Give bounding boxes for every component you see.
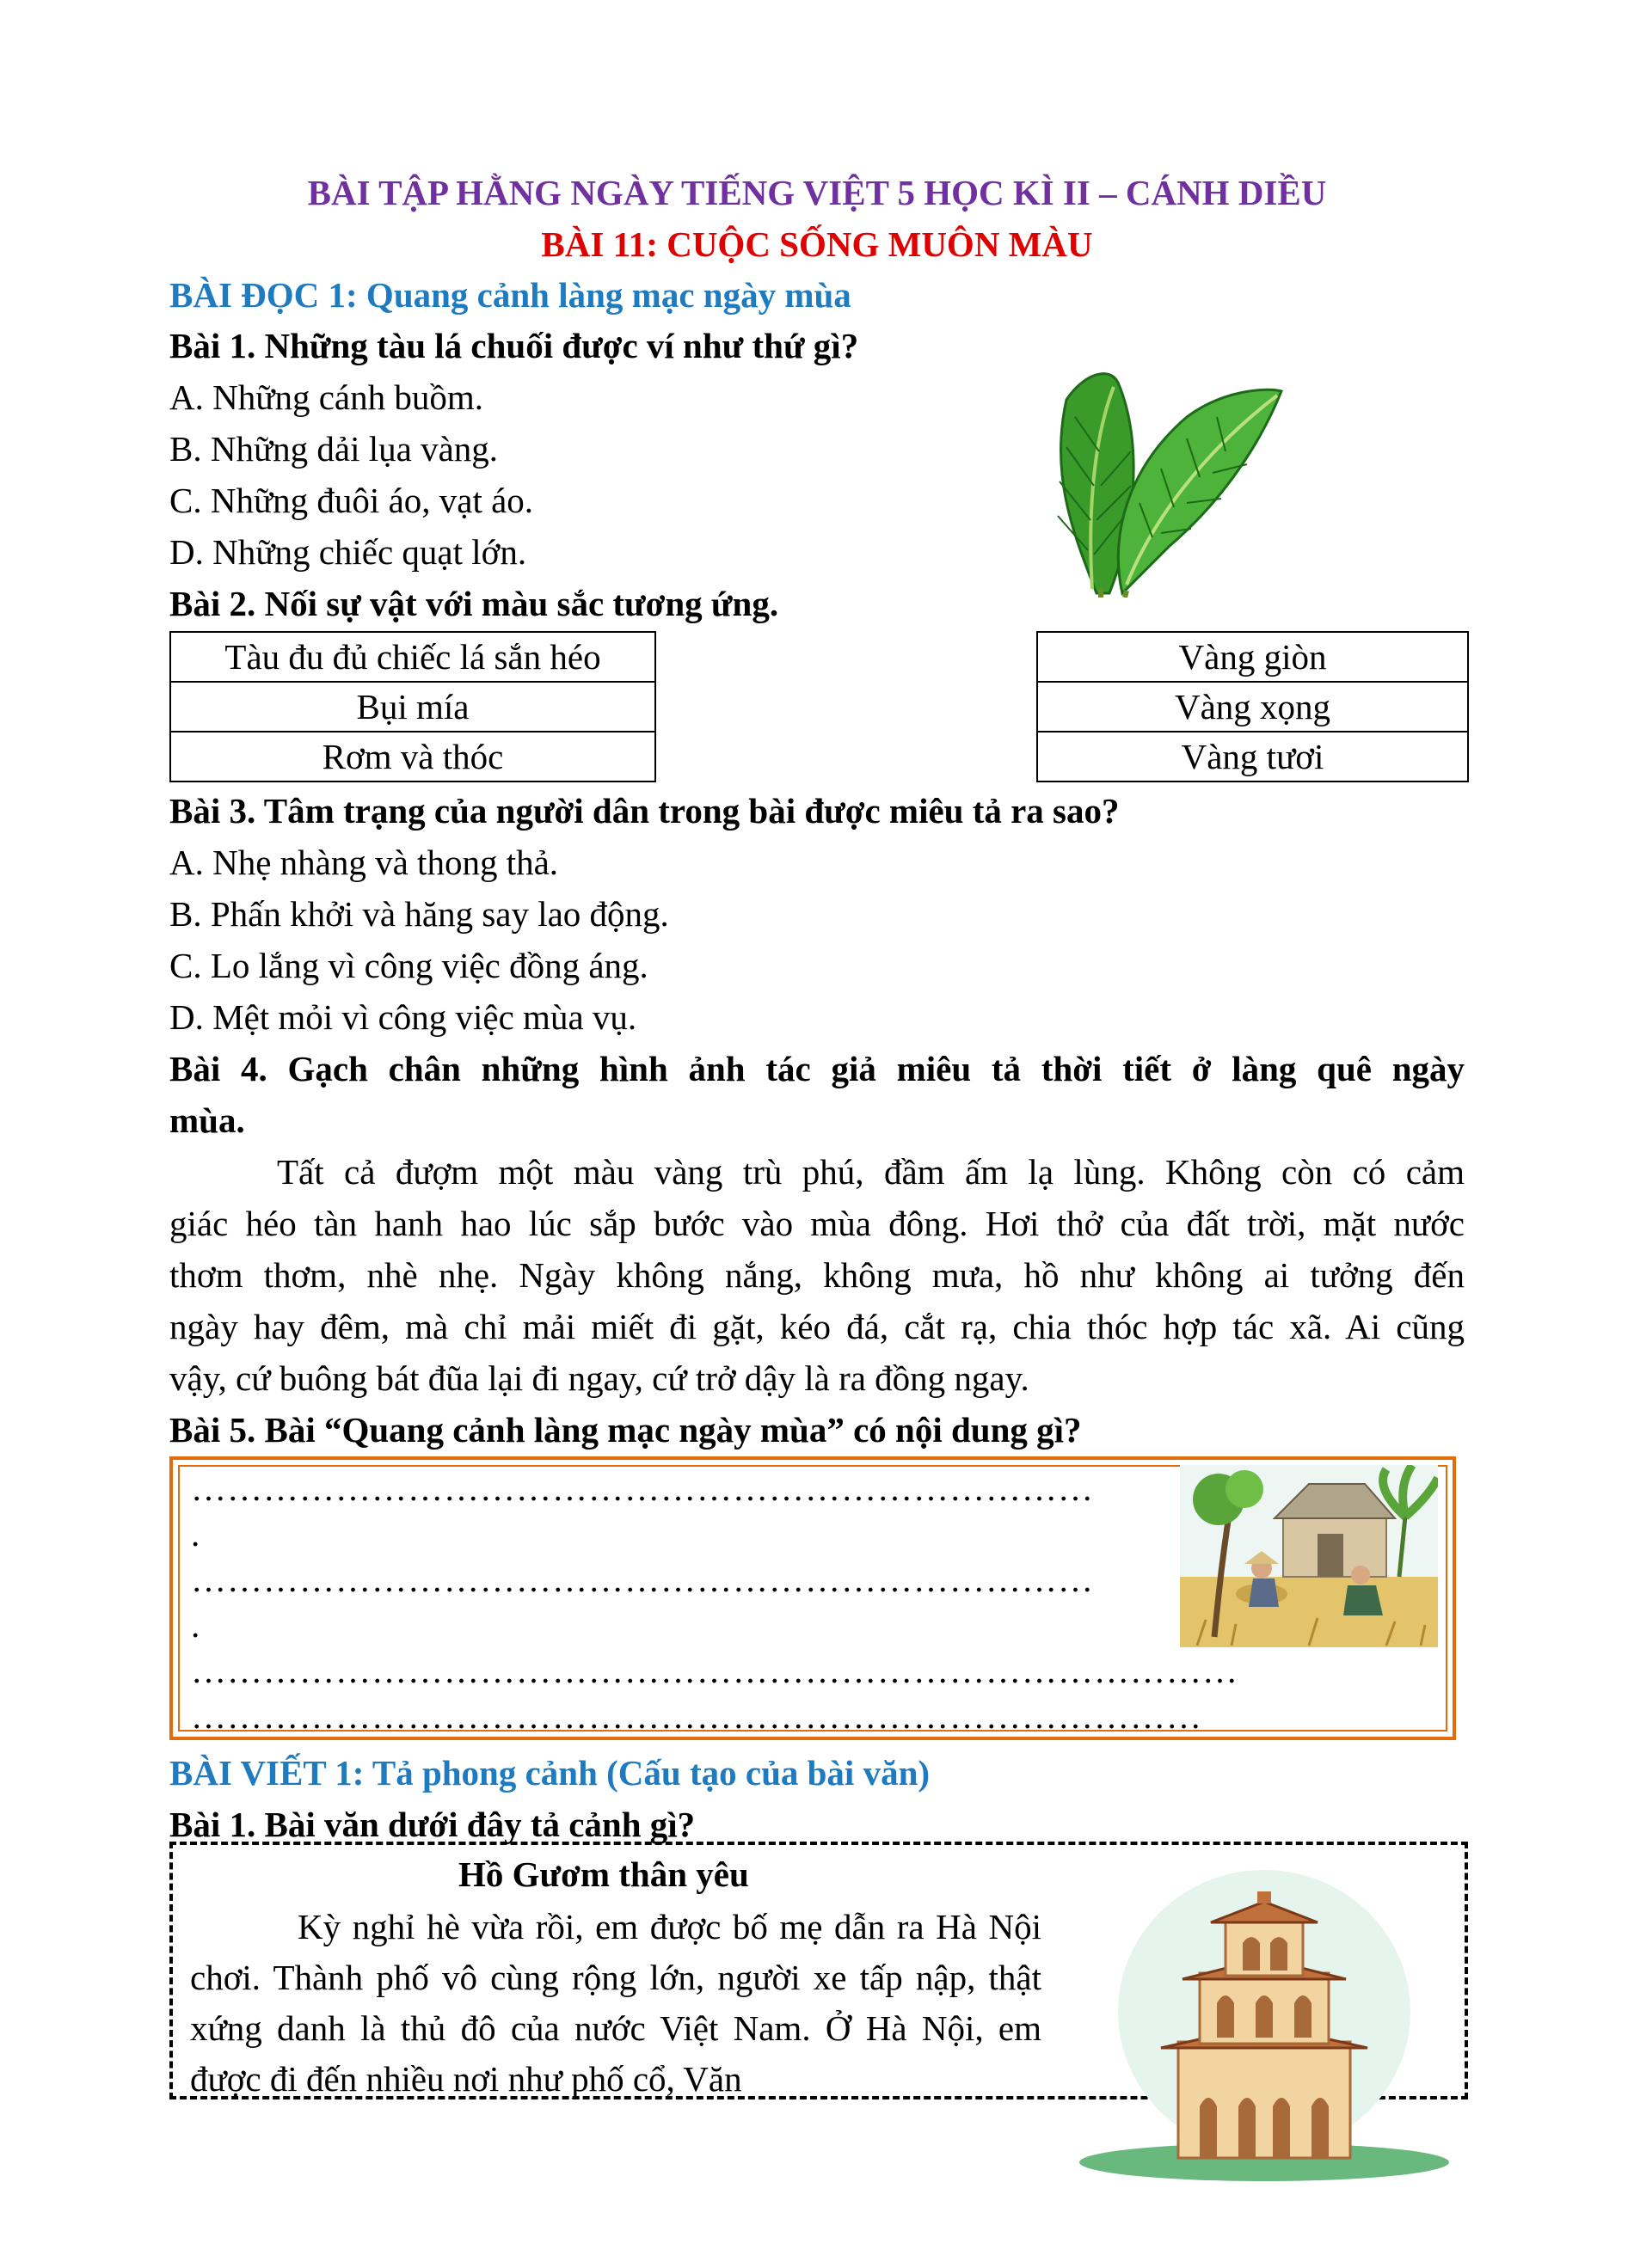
essay-title: Hồ Gươm thân yêu (458, 1854, 749, 1894)
writing-heading: BÀI VIẾT 1: Tả phong cảnh (Cấu tạo của bài văn) (169, 1753, 931, 1793)
q3-option-b: B. Phấn khởi và hăng say lao động. (169, 894, 669, 934)
q5-question: Bài 5. Bài “Quang cảnh làng mạc ngày mùa” có nội dung gì? (169, 1410, 1082, 1450)
q2-right-table (1036, 631, 1469, 782)
answer-line-1: ………………………………………………………………… (191, 1468, 1094, 1508)
q4-passage-line3: thơm thơm, nhè nhẹ. Ngày không nắng, không mưa, hồ như không ai tưởng đến (169, 1255, 1465, 1295)
q1-option-c: C. Những đuôi áo, vạt áo. (169, 481, 534, 520)
q1-option-a: A. Những cánh buồm. (169, 377, 483, 417)
answer-line-2-end: . (191, 1605, 201, 1645)
reading-heading: BÀI ĐỌC 1: Quang cảnh làng mạc ngày mùa (169, 275, 851, 315)
q4-question-line1: Bài 4. Gạch chân những hình ảnh tác giả miêu tả thời tiết ở làng quê ngày (169, 1049, 1465, 1088)
q2-left-item-2: Bụi mía (170, 682, 655, 732)
q2-right-item-2: Vàng xọng (1037, 682, 1468, 732)
q2-right-item-3: Vàng tươi (1037, 732, 1468, 782)
answer-line-4: ………………………………………………………………………… (191, 1696, 1202, 1736)
q1-question: Bài 1. Những tàu lá chuối được ví như thứ gì? (169, 326, 859, 365)
q2-left-item-1: Tàu đu đủ chiếc lá sắn héo (170, 632, 655, 682)
q4-passage-line2: giác héo tàn hanh hao lúc sắp bước vào mùa đông. Hơi thở của đất trời, mặt nước (169, 1204, 1465, 1243)
q4-passage-line1: Tất cả đượm một màu vàng trù phú, đầm ấm lạ lùng. Không còn có cảm (277, 1152, 1465, 1192)
q3-option-d: D. Mệt mỏi vì công việc mùa vụ. (169, 997, 637, 1037)
q4-passage-line5: vậy, cứ buông bát đũa lại đi ngay, cứ trở dậy là ra đồng ngay. (169, 1358, 1029, 1398)
banana-leaf-illustration (1015, 365, 1290, 598)
writing-q1-question: Bài 1. Bài văn dưới đây tả cảnh gì? (169, 1805, 696, 1844)
essay-text: Kỳ nghỉ hè vừa rồi, em được bố mẹ dẫn ra Hà Nội chơi. Thành phố vô cùng rộng lớn, người xe tấp nập, thật xứng danh là thủ đô của nước Việt Nam. Ở Hà Nội, em được đi đến nhiều nơi như phố cổ, Văn (190, 1907, 1041, 2099)
answer-line-2: ………………………………………………………………… (191, 1560, 1094, 1599)
answer-line-1-end: . (191, 1514, 201, 1554)
turtle-tower-illustration (1066, 1857, 1462, 2184)
q4-question-line2: mùa. (169, 1100, 245, 1140)
harvest-scene-illustration (1180, 1465, 1438, 1647)
q2-question: Bài 2. Nối sự vật với màu sắc tương ứng. (169, 584, 779, 623)
q2-left-item-3: Rơm và thóc (170, 732, 655, 782)
lesson-title: BÀI 11: CUỘC SỐNG MUÔN MÀU (541, 224, 1093, 264)
worksheet-title: BÀI TẬP HẰNG NGÀY TIẾNG VIỆT 5 HỌC KÌ II – CÁNH DIỀU (307, 173, 1327, 212)
q2-left-table (169, 631, 656, 782)
q3-question: Bài 3. Tâm trạng của người dân trong bài được miêu tả ra sao? (169, 791, 1120, 831)
q3-option-a: A. Nhẹ nhàng và thong thả. (169, 843, 559, 882)
q1-option-d: D. Những chiếc quạt lớn. (169, 532, 527, 572)
q3-option-c: C. Lo lắng vì công việc đồng áng. (169, 946, 648, 985)
q1-option-b: B. Những dải lụa vàng. (169, 429, 499, 469)
answer-line-3: …………………………………………………………………………… (191, 1651, 1238, 1690)
q2-right-item-1: Vàng giòn (1037, 632, 1468, 682)
q4-passage-line4: ngày hay đêm, mà chỉ mải miết đi gặt, kéo đá, cắt rạ, chia thóc hợp tác xã. Ai cũng (169, 1307, 1465, 1346)
